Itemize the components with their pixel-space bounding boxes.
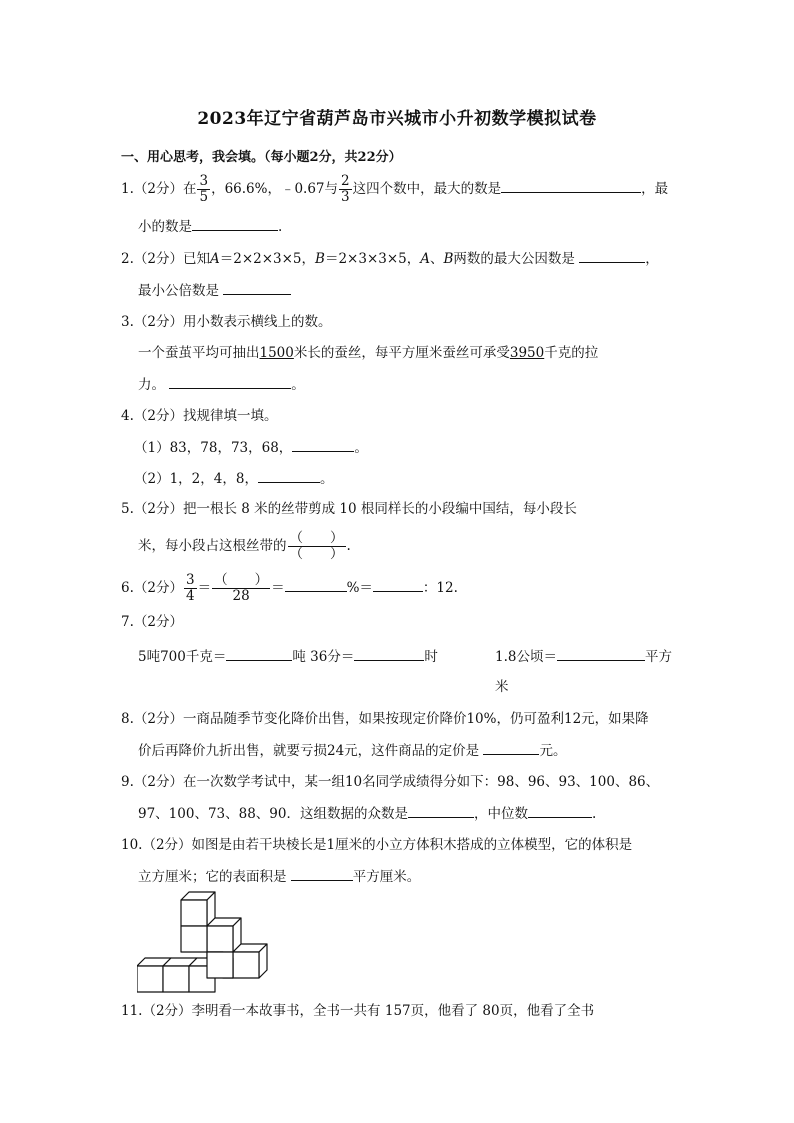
question-7: 7.（2分）	[121, 614, 183, 630]
page-title: 2023年辽宁省葫芦岛市兴城市小升初数学模拟试卷	[197, 109, 597, 129]
question-3-line-1: 3.（2分）用小数表示横线上的数。	[121, 314, 332, 330]
fraction-3-4: $\frac{3}{4}$	[185, 572, 195, 604]
question-4-line-1: 4.（2分）找规律填一填。	[121, 408, 278, 424]
answer-blank-q6-percent[interactable]	[285, 577, 347, 592]
answer-blank-q7-2[interactable]	[354, 646, 424, 661]
question-9-line-1: 9.（2分）在一次数学考试中，某一组10名同学成绩得分如下：98、96、93、100、86、	[121, 774, 660, 790]
question-1-line-1: 1.（2分）在 $\frac{3}{5}$ ，66.6%，﹣0.67与 $\frac{2}{3}$ 这四个数中，最大的数是 ，最	[121, 173, 669, 205]
question-10-line-2: 立方厘米；它的表面积是 平方厘米。	[138, 866, 420, 887]
question-7-part-3-unit: 米	[495, 679, 509, 695]
answer-blank-q7-3[interactable]	[557, 646, 645, 661]
question-1-line-2: 小的数是 .	[138, 216, 282, 237]
answer-blank-q7-1[interactable]	[226, 646, 292, 661]
answer-blank-q9-median[interactable]	[528, 803, 592, 818]
question-10-line-1: 10.（2分）如图是由若干块棱长是1厘米的小立方体积木搭成的立体模型，它的体积是	[121, 837, 633, 853]
fraction-blank-28[interactable]: $\frac{( )}{28}$	[214, 572, 269, 604]
question-7-part-3: 1.8公顷＝ 平方	[495, 646, 672, 667]
answer-blank-q2-gcd[interactable]	[579, 248, 645, 263]
answer-blank-q1-min[interactable]	[192, 216, 278, 231]
question-2-line-2: 最小公倍数是	[138, 280, 291, 301]
answer-blank-q4-2[interactable]	[258, 468, 320, 483]
answer-blank-q4-1[interactable]	[292, 437, 354, 452]
question-8-line-1: 8.（2分）一商品随季节变化降价出售，如果按现定价降价10%，仍可盈利12元，如果降	[121, 711, 649, 727]
question-4-sub-1: （1）83，78，73，68， 。	[134, 437, 368, 458]
answer-blank-q9-mode[interactable]	[408, 803, 474, 818]
section-heading: 一、用心思考，我会填。（每小题2分，共22分）	[121, 150, 402, 165]
question-8-line-2: 价后再降价九折出售，就要亏损24元，这件商品的定价是 元。	[138, 740, 566, 761]
fraction-blank[interactable]: $\frac{( )}{( )}$	[289, 530, 344, 562]
question-5-line-2: 米，每小段占这根丝带的 $\frac{( )}{( )}$ .	[138, 530, 351, 562]
question-3-line-3: 力。 。	[138, 374, 305, 395]
fraction-3-5: $\frac{3}{5}$	[199, 173, 209, 205]
cube	[207, 918, 241, 952]
cube-model-figure	[137, 888, 272, 994]
question-6: 6.（2分） $\frac{3}{4}$ ＝ $\frac{( )}{28}$ ＝ %＝ ：12.	[121, 572, 458, 604]
answer-blank-q2-lcm[interactable]	[223, 280, 291, 295]
question-4-sub-2: （2）1，2，4，8， 。	[134, 468, 333, 489]
question-7-part-1: 5吨700千克＝ 吨 36分＝ 时	[138, 646, 438, 667]
answer-blank-q10[interactable]	[291, 866, 353, 881]
answer-blank-q1-max[interactable]	[501, 178, 641, 193]
question-3-line-2: 一个蚕茧平均可抽出1500米长的蚕丝，每平方厘米蚕丝可承受3950千克的拉	[138, 345, 599, 361]
answer-blank-q6-ratio[interactable]	[373, 577, 423, 592]
fraction-2-3: $\frac{2}{3}$	[341, 173, 350, 205]
cube	[207, 952, 233, 978]
answer-blank-q8[interactable]	[483, 740, 539, 755]
cube	[181, 892, 215, 926]
question-5-line-1: 5.（2分）把一根长 8 米的丝带剪成 10 根同样长的小段编中国结，每小段长	[121, 501, 577, 517]
cube	[181, 926, 207, 952]
question-11-line-1: 11.（2分）李明看一本故事书，全书一共有 157页，他看了 80页，他看了全书	[121, 1003, 595, 1019]
answer-blank-q3[interactable]	[169, 374, 291, 389]
cube	[233, 944, 267, 978]
question-2-line-1: 2.（2分）已知A＝2×2×3×5，B＝2×3×3×5，A、B两数的最大公因数是 ，	[121, 248, 659, 269]
question-9-line-2: 97、100、73、88、90．这组数据的众数是 ，中位数 .	[138, 803, 596, 824]
